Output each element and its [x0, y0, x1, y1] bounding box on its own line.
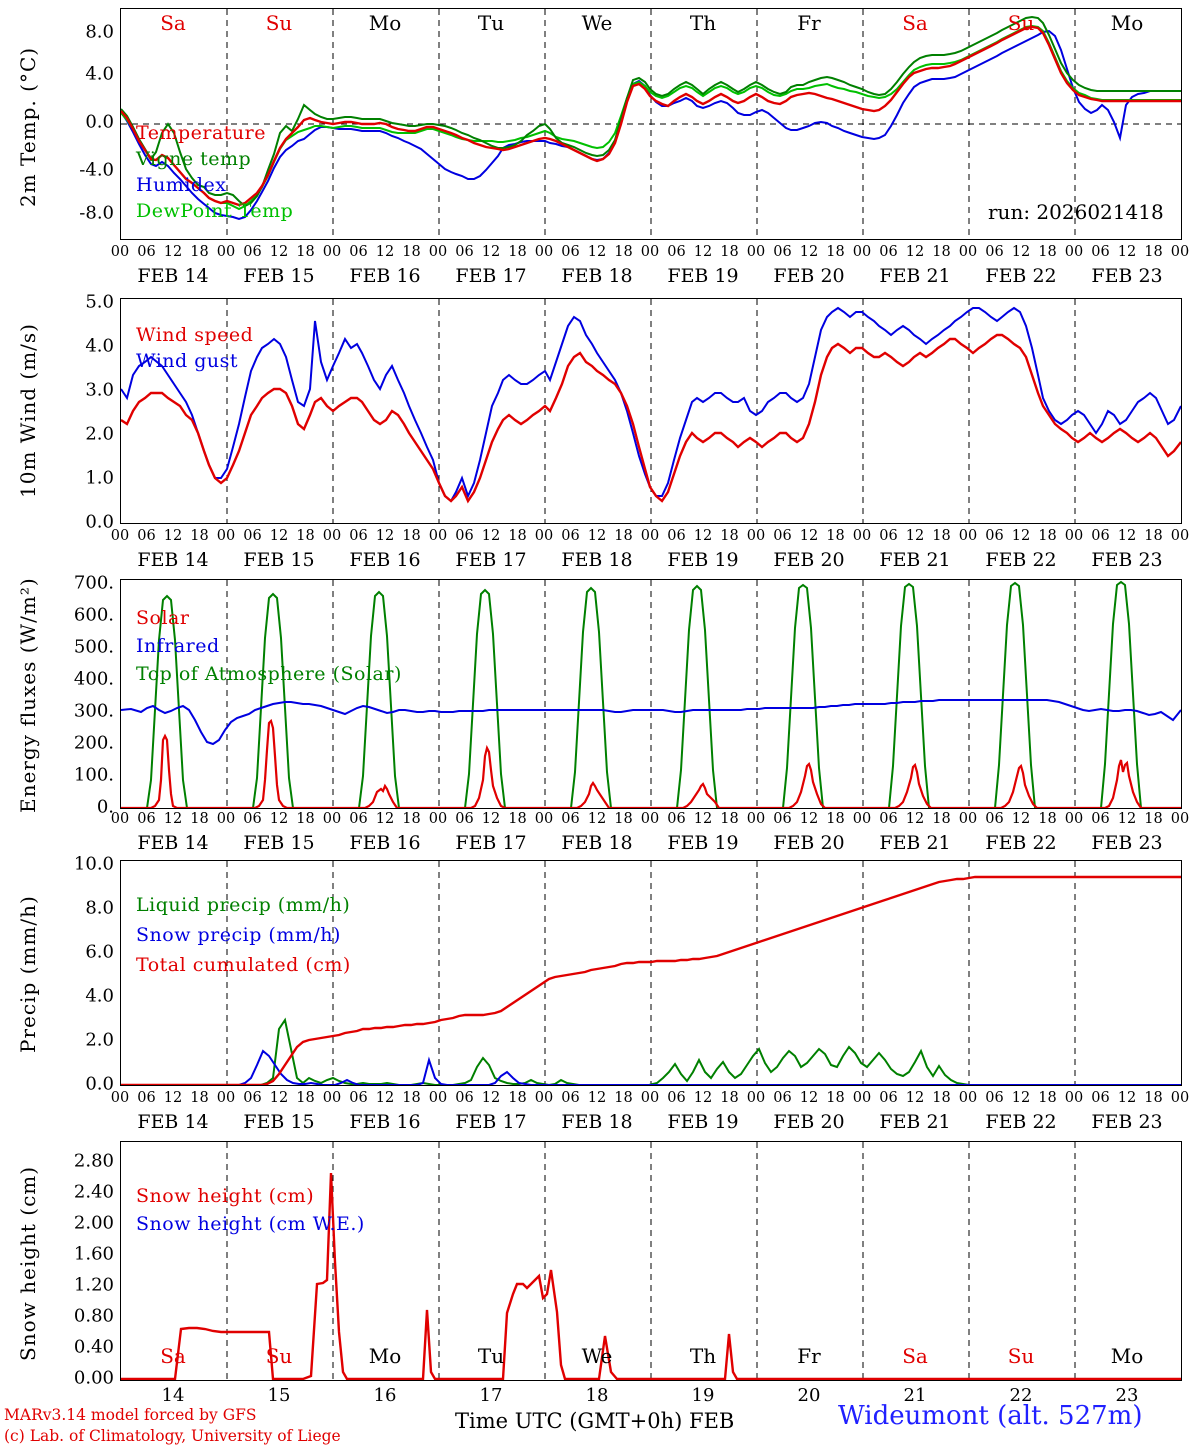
legend-humidex: Humidex: [136, 174, 227, 196]
hour-tick: 18: [614, 528, 633, 544]
hour-tick: 18: [1144, 528, 1163, 544]
legend-snow-precip: Snow precip (mm/h): [136, 924, 341, 946]
legend-dewpoint: DewPoint Temp: [136, 200, 294, 222]
hour-tick: 18: [1144, 244, 1163, 260]
hour-tick: 18: [190, 528, 209, 544]
hour-tick: 00: [852, 244, 872, 260]
hour-tick: 06: [561, 811, 580, 827]
hour-tick: 00: [216, 811, 236, 827]
date-label: FEB 19: [667, 265, 739, 287]
series-snow-precip: [121, 1051, 1181, 1085]
hour-tick: 06: [773, 1090, 792, 1106]
hour-tick: 06: [1091, 811, 1110, 827]
hour-tick: 18: [1038, 811, 1057, 827]
hour-tick: 06: [879, 528, 898, 544]
hour-tick: 00: [534, 811, 554, 827]
hour-tick: 06: [243, 811, 262, 827]
date-label: FEB 16: [349, 1111, 421, 1133]
hour-tick: 00: [322, 1090, 342, 1106]
hour-tick: 18: [1038, 528, 1057, 544]
date-label: FEB 14: [137, 1111, 209, 1133]
legend-infrared: Infrared: [136, 635, 220, 657]
hour-tick: 12: [481, 244, 501, 260]
legend-vigne-temp: Vigne temp: [136, 148, 252, 170]
hour-tick: 00: [1170, 1090, 1190, 1106]
hour-tick: 12: [905, 811, 925, 827]
hour-tick: 06: [985, 1090, 1004, 1106]
date-label: FEB 16: [349, 265, 421, 287]
hour-tick: 12: [163, 811, 183, 827]
hour-tick: 18: [508, 811, 527, 827]
hour-tick: 06: [455, 1090, 474, 1106]
hour-tick: 00: [958, 528, 978, 544]
date-label: FEB 20: [773, 265, 845, 287]
hour-tick: 00: [852, 811, 872, 827]
hour-tick: 00: [534, 528, 554, 544]
date-label: FEB 14: [137, 265, 209, 287]
hour-tick: 00: [1170, 528, 1190, 544]
hour-tick: 18: [932, 244, 951, 260]
hour-tick: 18: [720, 528, 739, 544]
model-credit-line1: MARv3.14 model forced by GFS: [4, 1406, 257, 1424]
hour-tick: 00: [746, 811, 766, 827]
hour-tick: 06: [349, 811, 368, 827]
precip-y-ticks: 10.0 8.0 6.0 4.0 2.0 0.0: [73, 853, 114, 1095]
date-label: FEB 17: [455, 265, 527, 287]
hour-tick: 06: [243, 1090, 262, 1106]
hour-tick: 12: [163, 244, 183, 260]
hour-tick: 12: [269, 811, 289, 827]
hour-tick: 06: [455, 528, 474, 544]
hour-tick: 12: [269, 528, 289, 544]
date-label: FEB 23: [1091, 1111, 1163, 1133]
legend-total-cumulated: Total cumulated (cm): [136, 954, 351, 976]
panel-temperature: 2m Temp. (°C) 8.0 4.0 0.0 -4.0 -8.0 Sa Su Mo Tu We Th Fr Sa Su Mo Temperature Vigne temp Humidex DewPoint Temp run: 2026021418 00 06 12 18 00 06 12 18 00 06 12 18 00 06 12 18 00 06 12 18 00 06 12 18 00 06 12 18 00 06 12 18 00 06 12 18 00 06 12 18 00 FEB 14 FEB 15 FEB 16 FEB 17 FEB 18 FEB 19 FEB 20 FEB 21 FEB 22 FEB 23: [0, 0, 1194, 290]
hour-tick: 00: [534, 1090, 554, 1106]
hour-tick: 18: [826, 1090, 845, 1106]
wind-y-ticks: 5.0 4.0 3.0 2.0 1.0 0.0: [85, 291, 114, 533]
run-label: run: 2026021418: [988, 200, 1164, 224]
hour-tick: 00: [958, 244, 978, 260]
hour-tick: 00: [746, 1090, 766, 1106]
hour-tick: 12: [693, 811, 713, 827]
hour-tick: 12: [693, 244, 713, 260]
date-label: FEB 22: [985, 549, 1057, 571]
hour-tick: 00: [746, 528, 766, 544]
hour-tick: 00: [852, 1090, 872, 1106]
hour-tick: 00: [1170, 244, 1190, 260]
hour-tick: 18: [190, 1090, 209, 1106]
hour-tick: 00: [852, 528, 872, 544]
snow-y-axis-label: Snow height (cm): [16, 1165, 40, 1361]
date-label: FEB 14: [137, 549, 209, 571]
hour-tick: 12: [375, 244, 395, 260]
model-credit-line2: (c) Lab. of Climatology, University of Liege: [4, 1426, 341, 1445]
hour-tick: 06: [985, 811, 1004, 827]
date-label: FEB 22: [985, 265, 1057, 287]
date-label: FEB 20: [773, 1111, 845, 1133]
hour-tick: 12: [375, 811, 395, 827]
hour-tick: 18: [826, 244, 845, 260]
date-label: FEB 15: [243, 549, 315, 571]
hour-tick: 18: [1144, 1090, 1163, 1106]
date-label: FEB 19: [667, 1111, 739, 1133]
hour-tick: 06: [773, 244, 792, 260]
panel-wind: [0, 290, 1194, 571]
legend-temperature: Temperature: [136, 122, 266, 144]
hour-tick: 18: [1038, 244, 1057, 260]
hour-tick: 00: [746, 244, 766, 260]
date-label: FEB 21: [879, 549, 951, 571]
hour-tick: 12: [1011, 1090, 1031, 1106]
hour-tick: 18: [614, 811, 633, 827]
hour-tick: 00: [428, 811, 448, 827]
hour-tick: 06: [879, 1090, 898, 1106]
hour-tick: 06: [349, 528, 368, 544]
date-label: FEB 22: [985, 832, 1057, 854]
panel-energy-fluxes: [0, 571, 1194, 852]
hour-tick: 18: [402, 528, 421, 544]
x-axis-label: Time UTC (GMT+0h) FEB: [455, 1409, 735, 1433]
hour-tick: 06: [455, 244, 474, 260]
hour-tick: 06: [561, 244, 580, 260]
date-label: FEB 16: [349, 832, 421, 854]
hour-tick: 18: [614, 1090, 633, 1106]
hour-tick: 12: [799, 528, 819, 544]
date-label: FEB 15: [243, 265, 315, 287]
hour-tick: 18: [1038, 1090, 1057, 1106]
date-label: FEB 14: [137, 832, 209, 854]
hour-tick: 18: [296, 528, 315, 544]
hour-tick: 18: [190, 244, 209, 260]
date-label: FEB 18: [561, 549, 633, 571]
hour-tick: 06: [879, 811, 898, 827]
hour-tick: 12: [587, 1090, 607, 1106]
hour-tick: 18: [932, 811, 951, 827]
hour-tick: 00: [216, 528, 236, 544]
hour-tick: 12: [905, 244, 925, 260]
hour-tick: 12: [375, 1090, 395, 1106]
panel-precip: [0, 852, 1194, 1133]
date-label: FEB 16: [349, 549, 421, 571]
legend-wind-gust: Wind gust: [136, 350, 238, 372]
hour-tick: 12: [1011, 811, 1031, 827]
hour-tick: 12: [799, 811, 819, 827]
hour-tick: 06: [667, 1090, 686, 1106]
hour-tick: 06: [879, 244, 898, 260]
date-label: FEB 19: [667, 549, 739, 571]
legend-toa-solar: Top of Atmosphere (Solar): [136, 663, 402, 685]
hour-tick: 18: [720, 811, 739, 827]
hour-tick: 18: [826, 528, 845, 544]
hour-tick: 18: [296, 1090, 315, 1106]
hour-tick: 06: [455, 811, 474, 827]
hour-tick: 06: [667, 244, 686, 260]
hour-tick: 00: [640, 244, 660, 260]
hour-tick: 06: [137, 528, 156, 544]
hour-tick: 00: [1170, 811, 1190, 827]
hour-tick: 00: [322, 244, 342, 260]
legend-liquid-precip: Liquid precip (mm/h): [136, 894, 351, 916]
hour-tick: 12: [481, 811, 501, 827]
hour-tick: 00: [1064, 811, 1084, 827]
hour-tick: 06: [561, 528, 580, 544]
date-label: FEB 15: [243, 1111, 315, 1133]
hour-tick: 12: [269, 1090, 289, 1106]
hour-tick: 06: [137, 244, 156, 260]
precip-y-axis-label: Precip (mm/h): [16, 895, 40, 1054]
date-label: FEB 18: [561, 1111, 633, 1133]
date-label: FEB 21: [879, 265, 951, 287]
hour-tick: 18: [296, 244, 315, 260]
date-label: FEB 22: [985, 1111, 1057, 1133]
date-label: FEB 20: [773, 832, 845, 854]
date-label: FEB 17: [455, 832, 527, 854]
legend-wind-speed: Wind speed: [136, 324, 254, 346]
hour-tick: 00: [640, 811, 660, 827]
hour-tick: 12: [693, 528, 713, 544]
hour-tick: 12: [799, 244, 819, 260]
date-label: FEB 23: [1091, 832, 1163, 854]
hour-tick: 12: [905, 1090, 925, 1106]
date-label: FEB 21: [879, 1111, 951, 1133]
hour-tick: 12: [481, 528, 501, 544]
hour-tick: 12: [1117, 1090, 1137, 1106]
legend-snow-height: Snow height (cm): [136, 1185, 315, 1207]
hour-tick: 00: [1064, 244, 1084, 260]
hour-tick: 00: [216, 1090, 236, 1106]
model-credit: [4, 1405, 341, 1447]
hour-tick: 00: [428, 1090, 448, 1106]
date-label: FEB 23: [1091, 265, 1163, 287]
hour-tick: 18: [402, 811, 421, 827]
hour-tick: 12: [481, 1090, 501, 1106]
hour-tick: 18: [402, 244, 421, 260]
hour-tick: 12: [269, 244, 289, 260]
date-label: FEB 17: [455, 549, 527, 571]
hour-tick: 06: [243, 244, 262, 260]
hour-tick: 12: [587, 528, 607, 544]
hour-tick: 18: [402, 1090, 421, 1106]
hour-tick: 00: [216, 244, 236, 260]
temperature-y-axis-label: 2m Temp. (°C): [16, 46, 40, 207]
hour-tick: 00: [110, 244, 130, 260]
hour-tick: 12: [587, 244, 607, 260]
energy-y-ticks: 700. 600. 500. 400. 300. 200. 100. 0.: [73, 572, 114, 818]
date-label: FEB 20: [773, 549, 845, 571]
hour-tick: 12: [905, 528, 925, 544]
hour-tick: 06: [1091, 1090, 1110, 1106]
hour-tick: 00: [322, 528, 342, 544]
hour-tick: 00: [110, 528, 130, 544]
date-label: FEB 18: [561, 832, 633, 854]
date-label: FEB 21: [879, 832, 951, 854]
panel-snow-height: Snow height (cm) 2.80 2.40 2.00 1.60 1.20 0.80 0.40 0.00 Snow height (cm) Snow height (cm W.E.) Sa Su Mo Tu We Th Fr Sa Su Mo 14 15 16 17 18 19 20 21 22 23 Time UTC (GMT+0h) FEB MARv3.14 model forced by GFS (c) Lab. of Climatology, University of Liege Wideumont (alt. 527m): [0, 1133, 1194, 1440]
hour-tick: 12: [163, 1090, 183, 1106]
hour-tick: 06: [243, 528, 262, 544]
hour-tick: 00: [428, 528, 448, 544]
hour-tick: 06: [349, 1090, 368, 1106]
energy-y-axis-label: Energy fluxes (W/m²): [16, 577, 40, 813]
legend-snow-height-we: Snow height (cm W.E.): [136, 1213, 365, 1235]
hour-tick: 00: [1064, 1090, 1084, 1106]
hour-tick: 18: [508, 528, 527, 544]
hour-tick: 06: [349, 244, 368, 260]
hour-tick: 06: [1091, 528, 1110, 544]
hour-tick: 06: [667, 811, 686, 827]
hour-tick: 12: [799, 1090, 819, 1106]
hour-tick: 00: [958, 811, 978, 827]
hour-tick: 00: [110, 811, 130, 827]
hour-tick: 18: [826, 811, 845, 827]
hour-tick: 18: [720, 1090, 739, 1106]
hour-tick: 12: [1117, 811, 1137, 827]
date-label: FEB 19: [667, 832, 739, 854]
date-label: FEB 23: [1091, 549, 1163, 571]
snow-y-ticks: 2.80 2.40 2.00 1.60 1.20 0.80 0.40 0.00: [73, 1150, 114, 1389]
hour-tick: 12: [163, 528, 183, 544]
hour-tick: 00: [640, 528, 660, 544]
temperature-y-ticks: 8.0 4.0 0.0 -4.0 -8.0: [79, 21, 114, 224]
hour-tick: 06: [773, 811, 792, 827]
hour-tick: 00: [428, 244, 448, 260]
hour-tick: 18: [932, 1090, 951, 1106]
hour-tick: 18: [190, 811, 209, 827]
station-label: Wideumont (alt. 527m): [838, 1401, 1143, 1431]
date-label: FEB 15: [243, 832, 315, 854]
hour-tick: 00: [1064, 528, 1084, 544]
hour-tick: 18: [296, 811, 315, 827]
legend-solar: Solar: [136, 607, 190, 629]
hour-tick: 12: [693, 1090, 713, 1106]
date-label: FEB 18: [561, 265, 633, 287]
hour-tick: 12: [1117, 244, 1137, 260]
hour-tick: 00: [640, 1090, 660, 1106]
hour-tick: 12: [375, 528, 395, 544]
hour-tick: 06: [137, 811, 156, 827]
hour-tick: 06: [1091, 244, 1110, 260]
hour-tick: 06: [773, 528, 792, 544]
energy-plot: [120, 579, 1182, 809]
hour-tick: 12: [587, 811, 607, 827]
hour-tick: 18: [508, 244, 527, 260]
hour-tick: 12: [1117, 528, 1137, 544]
hour-tick: 00: [958, 1090, 978, 1106]
hour-tick: 00: [322, 811, 342, 827]
hour-tick: 12: [1011, 244, 1031, 260]
hour-tick: 06: [137, 1090, 156, 1106]
hour-tick: 06: [667, 528, 686, 544]
date-label: FEB 17: [455, 1111, 527, 1133]
hour-tick: 06: [985, 244, 1004, 260]
hour-tick: 00: [110, 1090, 130, 1106]
hour-tick: 18: [614, 244, 633, 260]
wind-y-axis-label: 10m Wind (m/s): [16, 323, 40, 498]
hour-tick: 12: [1011, 528, 1031, 544]
hour-tick: 18: [1144, 811, 1163, 827]
hour-tick: 18: [720, 244, 739, 260]
hour-tick: 06: [985, 528, 1004, 544]
hour-tick: 06: [561, 1090, 580, 1106]
hour-tick: 00: [534, 244, 554, 260]
hour-tick: 18: [508, 1090, 527, 1106]
hour-tick: 18: [932, 528, 951, 544]
wind-plot: [120, 298, 1182, 524]
